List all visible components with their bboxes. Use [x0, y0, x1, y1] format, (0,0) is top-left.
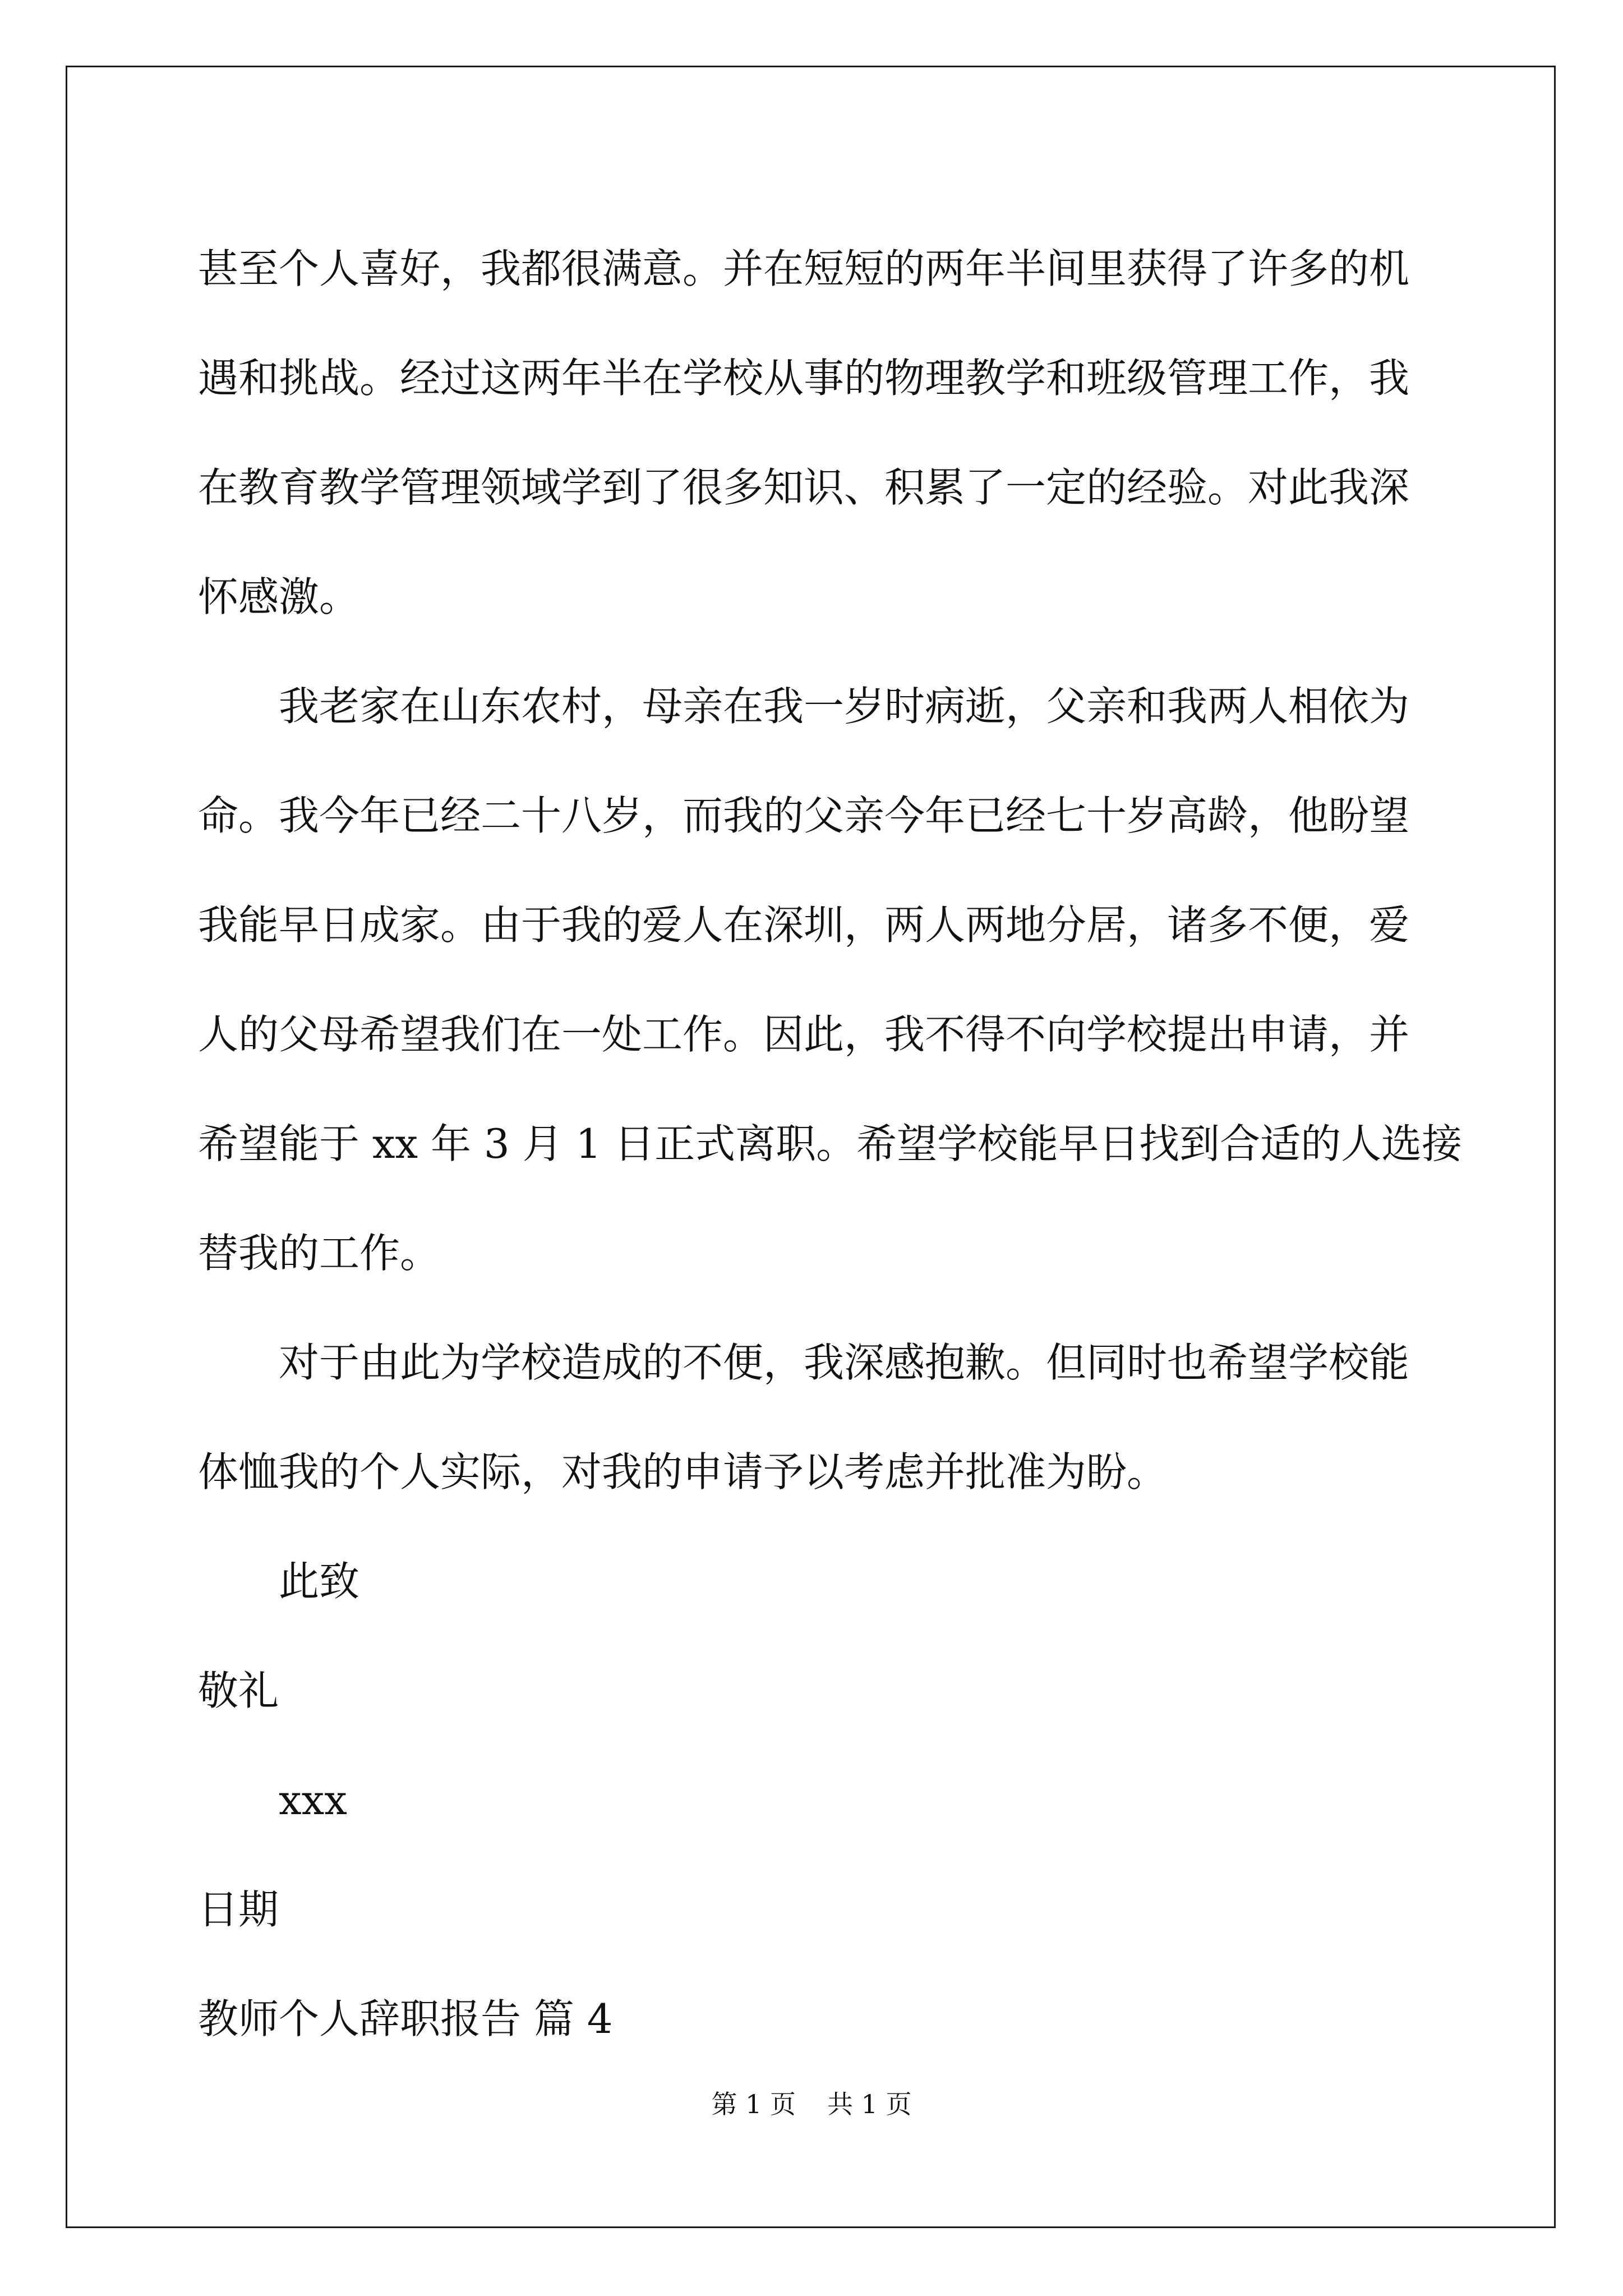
text-line: 日期 [198, 1886, 279, 1933]
closing-salutation [198, 1527, 1425, 1636]
signature-date [198, 1855, 1425, 1964]
text-line: 甚至个人喜好，我都很满意。并在短短的两年半间里获得了许多的机 [198, 245, 1410, 292]
paragraph-gratitude [198, 214, 1425, 652]
text-line: 体恤我的个人实际，对我的申请予以考虑并批准为盼。 [198, 1448, 1168, 1496]
page-footer [0, 2084, 1623, 2121]
paragraph-reason [198, 652, 1463, 1308]
text-line: 我能早日成家。由于我的爱人在深圳，两人两地分居，诸多不便，爱 [198, 901, 1410, 949]
document-body [198, 214, 1463, 2074]
text-line: xxx [279, 1777, 347, 1824]
text-line: 遇和挑战。经过这两年半在学校从事的物理教学和班级管理工作，我 [198, 355, 1410, 402]
text-line: 敬礼 [198, 1667, 279, 1714]
page-number: 第 1 页 [711, 2089, 796, 2119]
signature-name [198, 1746, 1425, 1855]
text-line: 在教育教学管理领域学到了很多知识、积累了一定的经验。对此我深 [198, 464, 1410, 511]
text-line: 对于由此为学校造成的不便，我深感抱歉。但同时也希望学校能 [279, 1339, 1410, 1386]
text-line: 教师个人辞职报告 篇 4 [198, 1995, 613, 2042]
section-heading [198, 1964, 1425, 2074]
paragraph-apology [198, 1308, 1425, 1527]
text-line: 人的父母希望我们在一处工作。因此，我不得不向学校提出申请，并 [198, 1011, 1410, 1058]
text-line: 我老家在山东农村，母亲在我一岁时病逝，父亲和我两人相依为 [279, 683, 1410, 730]
text-line: 命。我今年已经二十八岁，而我的父亲今年已经七十岁高龄，他盼望 [198, 792, 1410, 839]
text-line: 怀感激。 [198, 573, 360, 620]
text-line: 替我的工作。 [198, 1230, 441, 1277]
page-total: 共 1 页 [827, 2089, 912, 2119]
text-line: 此致 [279, 1558, 360, 1605]
closing-regards [198, 1636, 1425, 1746]
text-line: 希望能于 xx 年 3 月 1 日正式离职。希望学校能早日找到合适的人选接 [198, 1120, 1463, 1167]
